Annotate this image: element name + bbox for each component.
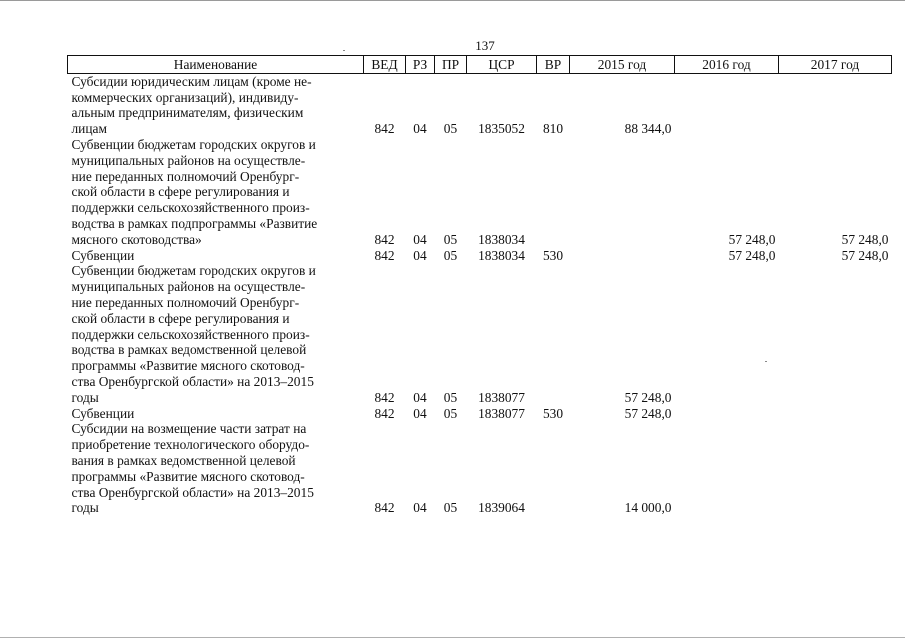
cell-2017: 57 248,0: [841, 231, 889, 247]
cell-name-line: программы «Развитие мясного скотовод-: [71, 468, 305, 484]
cell-2017: 57 248,0: [841, 247, 889, 263]
cell-2015: 57 248,0: [624, 389, 672, 405]
table-header-row: [68, 56, 892, 74]
cell-2016: [675, 73, 779, 137]
cell-ved: 842: [374, 231, 395, 247]
cell-name-line: Субсидии юридическим лицам (кроме не-: [71, 73, 312, 89]
cell-name-line: водства в рамках подпрограммы «Развитие: [71, 215, 318, 231]
scan-speck: [343, 50, 345, 51]
cell-2015: 14 000,0: [624, 500, 672, 516]
cell-rz: 04: [413, 231, 427, 247]
cell-rz: 04: [413, 500, 427, 516]
cell-vr: [537, 421, 570, 516]
cell-name-line: вания в рамках ведомственной целевой: [71, 452, 296, 468]
cell-vr: 810: [542, 121, 564, 137]
cell-ved: 842: [374, 405, 395, 421]
cell-name-line: водства в рамках ведомственной целевой: [71, 342, 307, 358]
cell-name: [68, 406, 364, 422]
cell-vr: [537, 263, 570, 405]
header-ved: ВЕД: [364, 56, 406, 74]
table-row: [68, 73, 892, 137]
cell-ved: 842: [374, 247, 395, 263]
header-2016: 2016 год: [675, 56, 779, 74]
cell-name: [68, 248, 364, 264]
cell-ved: 842: [374, 500, 395, 516]
cell-name-line: муниципальных районов на осуществле-: [71, 279, 306, 295]
cell-2015: 57 248,0: [624, 405, 672, 421]
cell-name-line: мясного скотоводства»: [71, 231, 202, 247]
header-csr: ЦСР: [467, 56, 537, 74]
page-number: 137: [475, 38, 495, 53]
cell-name-line: коммерческих организаций), индивиду-: [71, 89, 299, 105]
table-row: [68, 248, 892, 264]
budget-table: [67, 55, 892, 516]
table-row: [68, 263, 892, 405]
cell-name-line: поддержки сельскохозяйственного произ-: [71, 200, 310, 216]
cell-pr: 05: [443, 405, 458, 421]
cell-vr: [537, 137, 570, 248]
cell-pr: 05: [443, 247, 458, 263]
cell-2015: [570, 248, 675, 264]
cell-name-line: лицам: [71, 121, 107, 137]
cell-name-line: ства Оренбургской области» на 2013–2015: [71, 484, 314, 500]
cell-2016: [675, 263, 779, 405]
table-body: [68, 73, 892, 516]
cell-2016: [675, 406, 779, 422]
cell-name-line: программы «Развитие мясного скотовод-: [71, 358, 305, 374]
cell-name-line: ской области в сфере регулирования и: [71, 184, 290, 200]
cell-pr: 05: [443, 121, 458, 137]
cell-name-line: поддержки сельскохозяйственного произ-: [71, 326, 310, 342]
header-2017: 2017 год: [779, 56, 892, 74]
cell-name-line: Субвенции бюджетам городских округов и: [71, 136, 316, 152]
cell-2017: [779, 421, 892, 516]
cell-name-line: ства Оренбургской области» на 2013–2015: [71, 373, 314, 389]
cell-rz: 04: [413, 405, 427, 421]
cell-2015: 88 344,0: [624, 121, 672, 137]
header-vr: ВР: [537, 56, 570, 74]
cell-name-line: приобретение технологического оборудо-: [71, 437, 310, 453]
cell-2015: [570, 137, 675, 248]
cell-name-line: Субвенции: [71, 247, 135, 263]
cell-csr: 1839064: [478, 500, 525, 516]
cell-name-line: Субвенции: [71, 405, 135, 421]
cell-name-line: Субсидии на возмещение части затрат на: [71, 421, 307, 437]
cell-vr: 530: [542, 247, 564, 263]
table-row: [68, 421, 892, 516]
header-2015: 2015 год: [570, 56, 675, 74]
cell-name-line: ние переданных полномочий Оренбург-: [71, 168, 300, 184]
cell-rz: 04: [413, 121, 427, 137]
table-row: [68, 406, 892, 422]
cell-name: [68, 421, 364, 516]
cell-name: [68, 263, 364, 405]
cell-pr: 05: [443, 500, 458, 516]
cell-ved: 842: [374, 389, 395, 405]
scan-bottom-edge: [0, 637, 905, 638]
cell-name: [68, 73, 364, 137]
cell-csr: 1838034: [478, 231, 525, 247]
cell-2016: [675, 421, 779, 516]
cell-2016: 57 248,0: [728, 247, 776, 263]
cell-name-line: ской области в сфере регулирования и: [71, 310, 290, 326]
cell-2017: [779, 406, 892, 422]
header-rz: РЗ: [406, 56, 435, 74]
cell-2017: [779, 73, 892, 137]
cell-name-line: Субвенции бюджетам городских округов и: [71, 263, 316, 279]
cell-csr: 1838034: [478, 247, 525, 263]
cell-ved: 842: [374, 121, 395, 137]
cell-vr: 530: [542, 405, 564, 421]
header-name: Наименование: [68, 56, 364, 74]
cell-2017: [779, 263, 892, 405]
cell-pr: 05: [443, 389, 458, 405]
cell-name-line: альным предпринимателям, физическим: [71, 105, 304, 121]
cell-csr: 1838077: [478, 389, 525, 405]
cell-2016: 57 248,0: [728, 231, 776, 247]
cell-name-line: ние переданных полномочий Оренбург-: [71, 294, 300, 310]
table-row: [68, 137, 892, 248]
scan-top-edge: [0, 0, 905, 1]
cell-csr: 1835052: [478, 121, 525, 137]
cell-rz: 04: [413, 247, 427, 263]
cell-name-line: годы: [71, 500, 99, 516]
cell-name-line: муниципальных районов на осуществле-: [71, 152, 306, 168]
header-pr: ПР: [435, 56, 467, 74]
cell-name-line: годы: [71, 389, 99, 405]
cell-name: [68, 137, 364, 248]
cell-pr: 05: [443, 231, 458, 247]
cell-rz: 04: [413, 389, 427, 405]
cell-csr: 1838077: [478, 405, 525, 421]
